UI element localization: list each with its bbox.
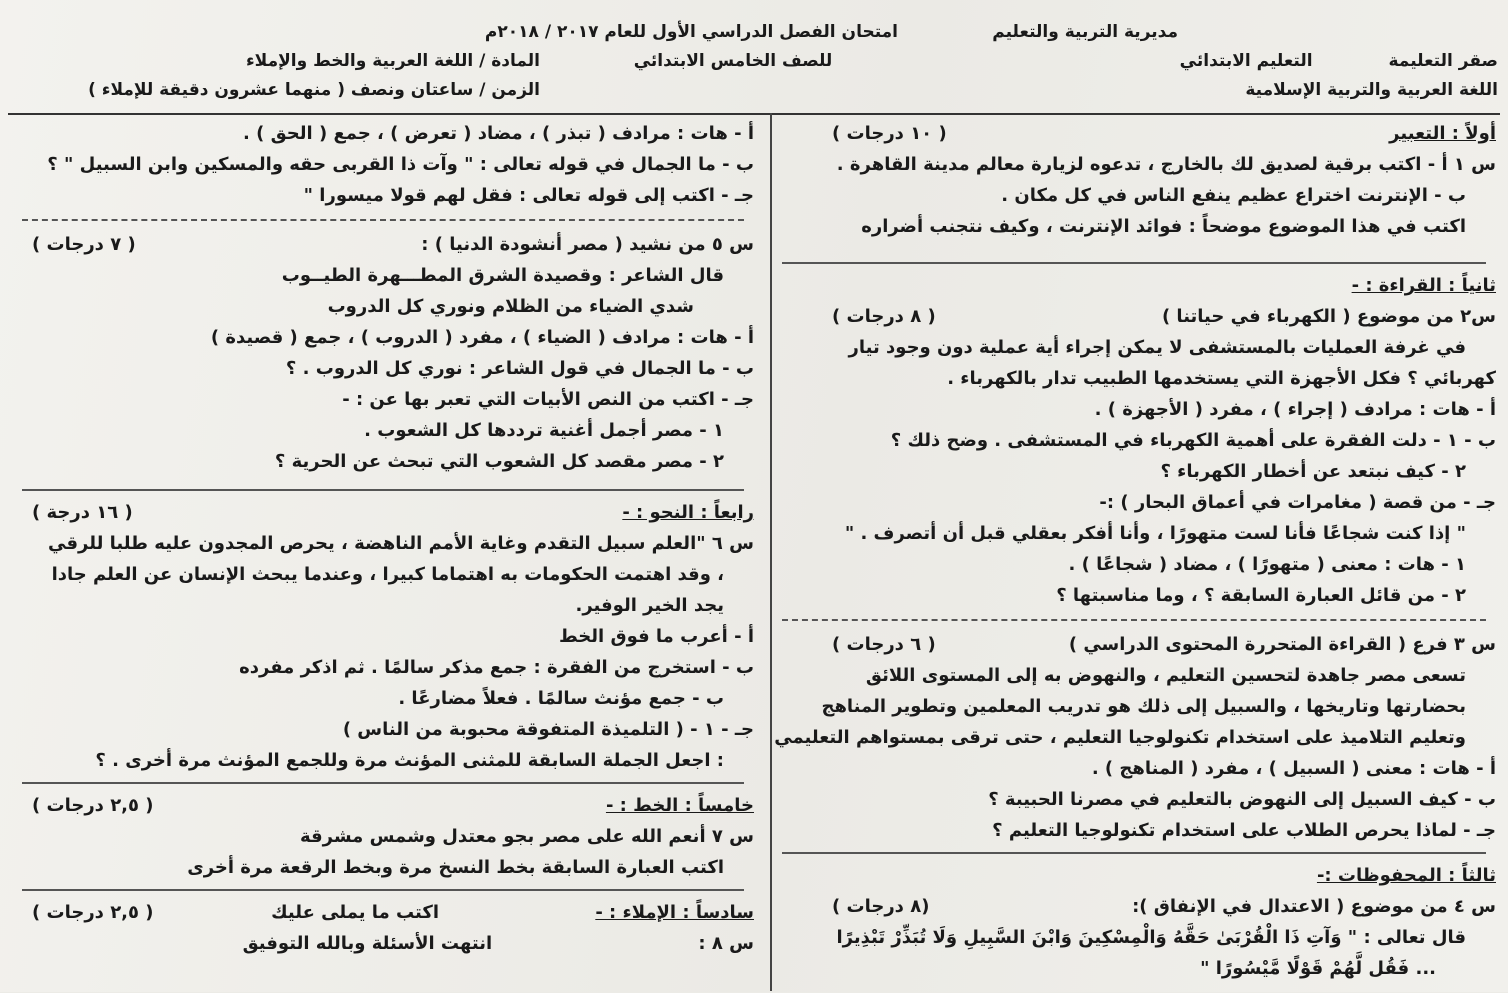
question-line: ١ - هات : معنى ( متهورًا ) ، مضاد ( شجاعًا ) .	[1068, 554, 1466, 575]
question-line: في غرفة العمليات بالمستشفى لا يمكن إجراء أية عملية دون وجود تيار	[848, 337, 1466, 358]
divider	[22, 782, 744, 784]
question-line: أ - هات : مرادف ( تبذر ) ، مضاد ( تعرض ) ، جمع ( الحق ) .	[242, 123, 754, 144]
question-line: ب - الإنترنت اختراع عظيم ينفع الناس في كل مكان .	[1001, 185, 1466, 206]
header-admin: صقر التعليمة	[1388, 51, 1498, 71]
question-line: " إذا كنت شجاعًا فأنا لست متهورًا ، وأنا أفكر بعقلي قبل أن أتصرف . "	[844, 523, 1466, 544]
question-line: ب - جمع مؤنث سالمًا . فعلاً مضارعًا .	[398, 688, 724, 709]
question-line: أ - هات : معنى ( السبيل ) ، مفرد ( المناهج ) .	[1091, 758, 1496, 779]
degree-label: (٨ درجات )	[832, 896, 930, 917]
divider	[782, 619, 1486, 621]
section-heading-row	[772, 118, 1496, 149]
section-reading-free	[772, 629, 1496, 846]
divider	[782, 262, 1486, 264]
header-grade: للصف الخامس الابتدائي	[633, 51, 833, 71]
degree-label: ( ١٠ درجات )	[832, 123, 947, 144]
header-directorate: مديرية التربية والتعليم	[992, 22, 1178, 42]
header-right	[978, 18, 1498, 105]
section-handwriting	[12, 790, 754, 883]
header-time: الزمن / ساعتان ونصف ( منهما عشرون دقيقة للإملاء )	[88, 80, 540, 100]
question-line: ب - ما الجمال في قول الشاعر : نوري كل الدروب . ؟	[285, 358, 754, 379]
section-heading-row	[12, 790, 754, 821]
question-line: ب - ما الجمال في قوله تعالى : " وآت ذا القربى حقه والمسكين وابن السبيل " ؟	[47, 154, 754, 175]
question-line: اكتب العبارة السابقة بخط النسخ مرة وبخط الرقعة مرة أخرى	[187, 857, 724, 878]
exam-header	[0, 18, 1508, 110]
question-line: بحضارتها وتاريخها ، والسبيل إلى ذلك هو تدريب المعلمين وتطوير المناهج	[821, 696, 1466, 717]
question-line: س٢ من موضوع ( الكهرباء في حياتنا )	[1161, 306, 1496, 327]
question-row	[772, 891, 1496, 922]
question-line: ٢ - مصر مقصد كل الشعوب التي تبحث عن الحرية ؟	[274, 451, 724, 472]
section-title: ثالثاً : المحفوظات :-	[1316, 865, 1496, 886]
header-stage: التعليم الابتدائي	[1179, 51, 1313, 71]
paragraph-line: ، وقد اهتمت الحكومات به اهتماما كبيرا ، وعندما يبحث الإنسان عن العلم جادا	[51, 564, 724, 585]
paragraph-line: يجد الخير الوفير.	[575, 595, 724, 616]
header-exam-title: امتحان الفصل الدراسي الأول للعام ٢٠١٧ / ٢٠١٨م	[484, 22, 898, 42]
header-admin-row	[978, 47, 1498, 76]
section-title: رابعاً : النحو : -	[622, 502, 754, 523]
question-line: اكتب في هذا الموضوع موضحاً : فوائد الإنترنت ، وكيف نتجنب أضراره	[861, 216, 1466, 237]
section-heading-row	[12, 497, 754, 528]
paragraph-line: س ٦ "العلم سبيل التقدم وغاية الأمم الناهضة ، يحرص المجدون عليه طلبا للرقي	[48, 533, 754, 554]
question-line: س ٥ من نشيد ( مصر أنشودة الدنيا ) :	[421, 234, 754, 255]
question-line: ب - استخرج من الفقرة : جمع مذكر سالمًا . ثم اذكر مفرده	[239, 657, 754, 678]
question-line: س ٧ أنعم الله على مصر بجو معتدل وشمس مشرقة	[299, 826, 754, 847]
question-line: س ١ أ - اكتب برقية لصديق لك بالخارج ، تدعوه لزيارة معالم مدينة القاهرة .	[836, 154, 1496, 175]
divider	[782, 852, 1486, 854]
poem-line: قال الشاعر : وقصيدة الشرق المطـــهرة الطيــوب	[281, 265, 724, 286]
degree-label: ( ١٦ درجة )	[32, 502, 133, 523]
section-memorization-questions	[12, 118, 754, 211]
header-left	[40, 18, 540, 105]
question-line: ١ - مصر أجمل أغنية ترددها كل الشعوب .	[364, 420, 724, 441]
question-line: : اجعل الجملة السابقة للمثنى المؤنث مرة وللجمع المؤنث مرة أخرى . ؟	[95, 750, 724, 771]
question-line: جـ - لماذا يحرص الطلاب على استخدام تكنولوجيا التعليم ؟	[992, 820, 1496, 841]
question-line: جـ - اكتب من النص الأبيات التي تعبر بها عن : -	[342, 389, 754, 410]
question-line: ب - ١ - دلت الفقرة على أهمية الكهرباء في المستشفى . وضح ذلك ؟	[890, 430, 1496, 451]
quran-verse: قال تعالى : " وَآتِ ذَا الْقُرْبَىٰ حَقَّهُ وَالْمِسْكِينَ وَابْنَ السَّبِيلِ وَلَا تُبَذِّرْ تَبْذِيرًا	[836, 927, 1466, 948]
section-poem	[12, 229, 754, 477]
question-row	[12, 229, 754, 260]
divider	[22, 219, 744, 221]
question-line: ٢ - كيف نبتعد عن أخطار الكهرباء ؟	[1160, 461, 1466, 482]
header-subject-dept: اللغة العربية والتربية الإسلامية	[1245, 80, 1498, 100]
section-title: ثانياً : القراءة : -	[1351, 275, 1496, 296]
question-line: ب - كيف السبيل إلى النهوض بالتعليم في مصرنا الحبيبة ؟	[988, 789, 1496, 810]
question-line: أ - هات : مرادف ( إجراء ) ، مفرد ( الأجهزة ) .	[1094, 399, 1496, 420]
question-line: أ - أعرب ما فوق الخط	[559, 626, 754, 647]
section-title: سادساً : الإملاء : -	[595, 902, 754, 923]
question-line: س ٤ من موضوع ( الاعتدال في الإنفاق ):	[1132, 896, 1496, 917]
question-line: وتعليم التلاميذ على استخدام تكنولوجيا التعليم ، حتى ترقى بمستواهم التعليمي	[774, 727, 1466, 748]
right-column	[772, 118, 1502, 984]
question-row	[12, 928, 754, 959]
question-line: س ٣ فرع ( القراءة المتحررة المحتوى الدراسي )	[1068, 634, 1496, 655]
question-number: س ٨ :	[698, 933, 754, 954]
question-line: ٢ - من قائل العبارة السابقة ؟ ، وما مناسبتها ؟	[1056, 585, 1466, 606]
degree-label: ( ٢,٥ درجات )	[32, 795, 154, 816]
section-expression	[772, 118, 1496, 242]
spacer	[40, 18, 540, 47]
section-reading	[772, 270, 1496, 611]
dictation-instruction: اكتب ما يملى عليك	[271, 902, 440, 923]
question-line: كهربائي ؟ فكل الأجهزة التي يستخدمها الطبيب تدار بالكهرباء .	[947, 368, 1496, 389]
divider	[22, 489, 744, 491]
question-row	[772, 301, 1496, 332]
section-memorization	[772, 860, 1496, 984]
degree-label: ( ٦ درجات )	[832, 634, 936, 655]
section-title: خامساً : الخط : -	[605, 795, 754, 816]
header-middle	[484, 18, 898, 76]
question-line: جـ - من قصة ( مغامرات في أعماق البحار ) :-	[1099, 492, 1496, 513]
question-line: تسعى مصر جاهدة لتحسين التعليم ، والنهوض به إلى المستوى اللائق	[865, 665, 1466, 686]
left-column	[12, 118, 760, 959]
section-heading-row	[12, 897, 754, 928]
question-line: أ - هات : مرادف ( الضياء ) ، مفرد ( الدروب ) ، جمع ( قصيدة )	[210, 327, 754, 348]
poem-line: شدي الضياء من الظلام ونوري كل الدروب	[327, 296, 694, 317]
degree-label: ( ٧ درجات )	[32, 234, 136, 255]
question-row	[772, 629, 1496, 660]
degree-label: ( ٨ درجات )	[832, 306, 936, 327]
section-title: أولاً : التعبير	[1389, 123, 1496, 144]
question-line: جـ - اكتب إلى قوله تعالى : فقل لهم قولا ميسورا "	[303, 185, 754, 206]
quran-verse: ... فَقُل لَّهُمْ قَوْلًا مَّيْسُورًا "	[1200, 958, 1436, 979]
section-heading-row	[772, 270, 1496, 301]
section-grammar	[12, 497, 754, 776]
section-dictation	[12, 897, 754, 959]
header-subject: المادة / اللغة العربية والخط والإملاء	[245, 51, 540, 71]
divider	[22, 889, 744, 891]
end-note: انتهت الأسئلة وبالله التوفيق	[242, 933, 493, 954]
question-line: جـ - ١ - ( التلميذة المتفوقة محبوبة من الناس )	[342, 719, 754, 740]
section-heading-row	[772, 860, 1496, 891]
degree-label: ( ٢,٥ درجات )	[32, 902, 154, 923]
